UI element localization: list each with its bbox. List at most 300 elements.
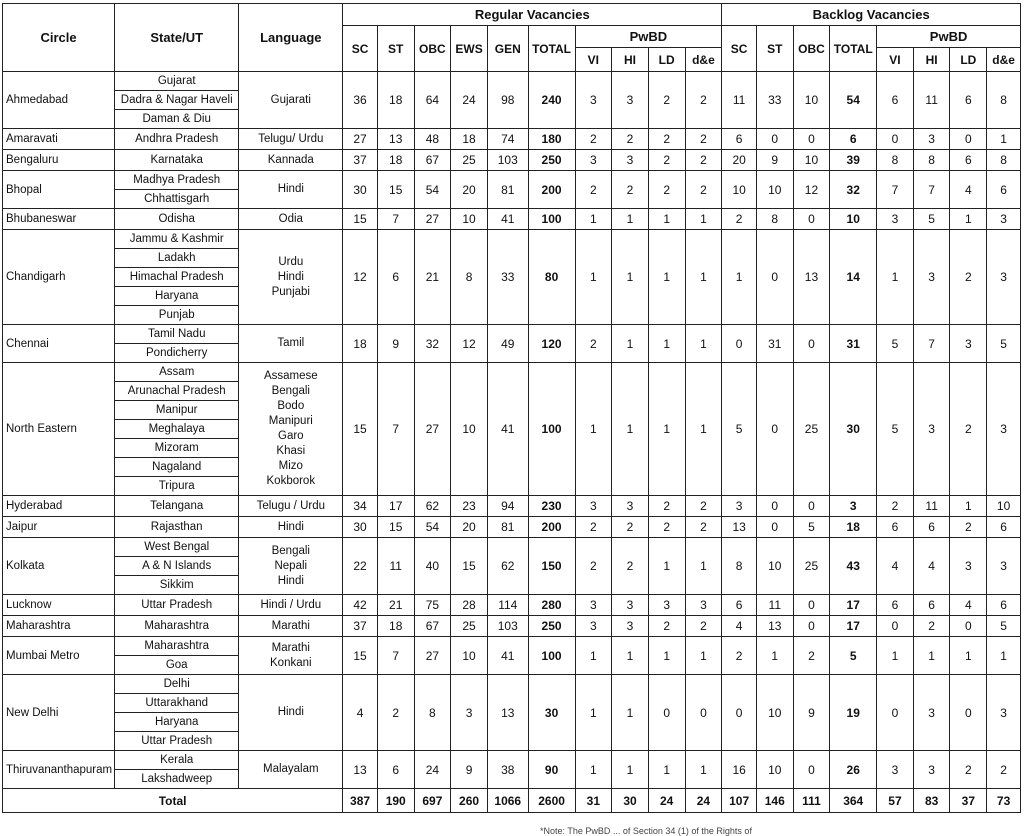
backlog-pwbd-cell: 8	[987, 150, 1021, 171]
vacancy-table-container	[2, 3, 1021, 813]
header-reg-pwbd-0: VI	[575, 48, 612, 72]
regular-total-cell: 180	[528, 129, 575, 150]
circle-cell: Thiruvananthapuram	[3, 751, 115, 789]
state-cell: Delhi	[115, 675, 239, 694]
language-line: Marathi	[271, 641, 310, 654]
language-line: Telugu/ Urdu	[258, 132, 324, 145]
regular-pwbd-cell: 2	[648, 171, 685, 209]
regular-value-cell: 11	[377, 538, 414, 595]
backlog-pwbd-cell: 1	[987, 129, 1021, 150]
language-cell	[239, 129, 343, 150]
regular-value-cell: 81	[487, 171, 528, 209]
regular-total-cell: 30	[528, 675, 575, 751]
backlog-pwbd-cell: 6	[877, 517, 914, 538]
backlog-pwbd-cell: 2	[987, 751, 1021, 789]
backlog-pwbd-cell: 3	[877, 751, 914, 789]
language-line: Nepali	[274, 559, 308, 572]
language-cell	[239, 751, 343, 789]
table-row	[3, 496, 1021, 517]
backlog-pwbd-cell: 2	[913, 616, 950, 637]
total-regular-pwbd-cell: 31	[575, 789, 612, 813]
regular-total-cell: 250	[528, 616, 575, 637]
language-cell	[239, 538, 343, 595]
table-row	[3, 230, 1021, 249]
regular-pwbd-cell: 2	[685, 517, 722, 538]
backlog-value-cell: 0	[793, 616, 830, 637]
backlog-value-cell: 13	[722, 517, 757, 538]
state-cell: Dadra & Nagar Haveli	[115, 91, 239, 110]
circle-cell: Chandigarh	[3, 230, 115, 325]
regular-pwbd-cell: 1	[612, 230, 649, 325]
backlog-pwbd-cell: 6	[913, 517, 950, 538]
regular-value-cell: 18	[377, 72, 414, 129]
table-row	[3, 363, 1021, 382]
language-cell	[239, 517, 343, 538]
language-cell	[239, 496, 343, 517]
backlog-pwbd-cell: 6	[987, 171, 1021, 209]
state-cell: Maharashtra	[115, 637, 239, 656]
backlog-pwbd-cell: 6	[877, 595, 914, 616]
regular-pwbd-cell: 1	[648, 363, 685, 496]
regular-total-cell: 200	[528, 517, 575, 538]
backlog-value-cell: 0	[756, 496, 793, 517]
regular-value-cell: 12	[343, 230, 378, 325]
regular-value-cell: 27	[414, 209, 451, 230]
language-line: Marathi	[271, 619, 310, 632]
regular-pwbd-cell: 2	[648, 496, 685, 517]
regular-pwbd-cell: 1	[685, 363, 722, 496]
backlog-total-cell: 6	[830, 129, 877, 150]
regular-pwbd-cell: 3	[575, 496, 612, 517]
language-cell	[239, 363, 343, 496]
regular-value-cell: 10	[451, 209, 488, 230]
regular-pwbd-cell: 2	[612, 129, 649, 150]
regular-total-cell: 120	[528, 325, 575, 363]
backlog-pwbd-cell: 2	[950, 751, 987, 789]
header-back-total: TOTAL	[830, 26, 877, 72]
regular-value-cell: 30	[343, 517, 378, 538]
regular-pwbd-cell: 2	[612, 538, 649, 595]
state-cell: Manipur	[115, 401, 239, 420]
header-reg-gen: GEN	[487, 26, 528, 72]
regular-pwbd-cell: 3	[612, 595, 649, 616]
header-reg-st: ST	[377, 26, 414, 72]
language-line: Tamil	[277, 337, 305, 349]
regular-value-cell: 9	[377, 325, 414, 363]
regular-pwbd-cell: 2	[685, 129, 722, 150]
language-line: Mizo	[278, 460, 303, 472]
state-cell: Telangana	[115, 496, 239, 517]
backlog-pwbd-cell: 1	[950, 637, 987, 675]
backlog-pwbd-cell: 11	[913, 72, 950, 129]
language-line: Assamese	[263, 370, 318, 382]
language-cell	[239, 325, 343, 363]
regular-total-cell: 240	[528, 72, 575, 129]
regular-pwbd-cell: 1	[648, 325, 685, 363]
backlog-pwbd-cell: 5	[877, 363, 914, 496]
backlog-pwbd-cell: 5	[987, 325, 1021, 363]
regular-value-cell: 15	[451, 538, 488, 595]
language-line: Hindi / Urdu	[260, 598, 322, 611]
language-line: Odia	[278, 212, 303, 225]
backlog-value-cell: 8	[756, 209, 793, 230]
regular-value-cell: 15	[377, 517, 414, 538]
backlog-value-cell: 9	[793, 675, 830, 751]
regular-pwbd-cell: 1	[612, 363, 649, 496]
backlog-value-cell: 10	[793, 150, 830, 171]
regular-pwbd-cell: 1	[685, 538, 722, 595]
regular-value-cell: 10	[451, 637, 488, 675]
backlog-value-cell: 9	[756, 150, 793, 171]
backlog-total-cell: 32	[830, 171, 877, 209]
backlog-pwbd-cell: 4	[913, 538, 950, 595]
backlog-pwbd-cell: 3	[913, 129, 950, 150]
regular-pwbd-cell: 1	[685, 230, 722, 325]
backlog-value-cell: 13	[793, 230, 830, 325]
state-cell: Uttar Pradesh	[115, 732, 239, 751]
regular-pwbd-cell: 3	[685, 595, 722, 616]
state-cell: Madhya Pradesh	[115, 171, 239, 190]
backlog-pwbd-cell: 8	[987, 72, 1021, 129]
regular-pwbd-cell: 1	[685, 325, 722, 363]
backlog-pwbd-cell: 0	[877, 675, 914, 751]
backlog-value-cell: 0	[756, 230, 793, 325]
header-back-sc: SC	[722, 26, 757, 72]
regular-pwbd-cell: 2	[575, 171, 612, 209]
total-backlog-cell: 111	[793, 789, 830, 813]
language-line: Bodo	[277, 400, 305, 412]
regular-pwbd-cell: 3	[575, 150, 612, 171]
language-line: Garo	[278, 430, 304, 442]
backlog-value-cell: 8	[722, 538, 757, 595]
backlog-total-cell: 17	[830, 616, 877, 637]
backlog-pwbd-cell: 1	[877, 230, 914, 325]
state-cell: A & N Islands	[115, 557, 239, 576]
backlog-value-cell: 31	[756, 325, 793, 363]
footnote: *Note: The PwBD ... of Section 34 (1) of the Rights of	[540, 826, 752, 836]
backlog-total-cell: 3	[830, 496, 877, 517]
state-cell: Chhattisgarh	[115, 190, 239, 209]
language-line: Bengali	[271, 544, 310, 557]
total-backlog-pwbd-cell: 57	[877, 789, 914, 813]
backlog-pwbd-cell: 5	[987, 616, 1021, 637]
table-row	[3, 538, 1021, 557]
regular-value-cell: 48	[414, 129, 451, 150]
backlog-pwbd-cell: 2	[877, 496, 914, 517]
total-regular-pwbd-cell: 30	[612, 789, 649, 813]
header-reg-total: TOTAL	[528, 26, 575, 72]
backlog-pwbd-cell: 8	[913, 150, 950, 171]
backlog-pwbd-cell: 6	[987, 517, 1021, 538]
regular-pwbd-cell: 2	[612, 517, 649, 538]
backlog-pwbd-cell: 8	[877, 150, 914, 171]
regular-value-cell: 67	[414, 616, 451, 637]
regular-value-cell: 62	[487, 538, 528, 595]
circle-cell: Hyderabad	[3, 496, 115, 517]
backlog-value-cell: 10	[756, 675, 793, 751]
backlog-pwbd-cell: 3	[913, 230, 950, 325]
header-circle: Circle	[3, 4, 115, 72]
backlog-pwbd-cell: 6	[877, 72, 914, 129]
regular-value-cell: 20	[451, 517, 488, 538]
backlog-value-cell: 10	[722, 171, 757, 209]
language-line: Hindi	[277, 270, 304, 283]
circle-cell: Jaipur	[3, 517, 115, 538]
regular-value-cell: 7	[377, 209, 414, 230]
header-back-st: ST	[756, 26, 793, 72]
regular-pwbd-cell: 1	[575, 751, 612, 789]
backlog-value-cell: 0	[793, 209, 830, 230]
regular-pwbd-cell: 3	[575, 616, 612, 637]
regular-pwbd-cell: 2	[575, 129, 612, 150]
table-row	[3, 616, 1021, 637]
regular-value-cell: 103	[487, 150, 528, 171]
regular-pwbd-cell: 3	[575, 72, 612, 129]
state-cell: Uttar Pradesh	[115, 595, 239, 616]
state-cell: Goa	[115, 656, 239, 675]
language-line: Hindi	[277, 706, 304, 718]
backlog-pwbd-cell: 7	[913, 325, 950, 363]
language-cell	[239, 230, 343, 325]
language-line: Gujarati	[270, 93, 311, 106]
regular-value-cell: 25	[451, 150, 488, 171]
header-back-pwbd-1: HI	[913, 48, 950, 72]
regular-value-cell: 13	[343, 751, 378, 789]
total-regular-cell: 2600	[528, 789, 575, 813]
language-line: Bengali	[271, 385, 310, 397]
regular-value-cell: 17	[377, 496, 414, 517]
regular-value-cell: 34	[343, 496, 378, 517]
regular-value-cell: 24	[414, 751, 451, 789]
backlog-pwbd-cell: 3	[987, 209, 1021, 230]
backlog-pwbd-cell: 0	[877, 129, 914, 150]
backlog-value-cell: 3	[722, 496, 757, 517]
regular-value-cell: 81	[487, 517, 528, 538]
regular-pwbd-cell: 2	[685, 72, 722, 129]
regular-value-cell: 32	[414, 325, 451, 363]
state-cell: Andhra Pradesh	[115, 129, 239, 150]
backlog-pwbd-cell: 2	[950, 517, 987, 538]
backlog-pwbd-cell: 3	[913, 751, 950, 789]
language-cell	[239, 171, 343, 209]
header-back-pwbd-2: LD	[950, 48, 987, 72]
backlog-value-cell: 1	[756, 637, 793, 675]
regular-pwbd-cell: 3	[648, 595, 685, 616]
regular-value-cell: 41	[487, 637, 528, 675]
table-row	[3, 150, 1021, 171]
backlog-total-cell: 19	[830, 675, 877, 751]
regular-value-cell: 37	[343, 150, 378, 171]
header-reg-ews: EWS	[451, 26, 488, 72]
backlog-pwbd-cell: 6	[987, 595, 1021, 616]
backlog-value-cell: 0	[756, 517, 793, 538]
backlog-value-cell: 10	[756, 538, 793, 595]
header-back-pwbd-3: d&e	[987, 48, 1021, 72]
language-line: Kannada	[267, 153, 314, 166]
language-line: Hindi	[277, 520, 304, 533]
regular-pwbd-cell: 1	[685, 751, 722, 789]
language-cell	[239, 209, 343, 230]
backlog-value-cell: 10	[756, 751, 793, 789]
circle-cell: New Delhi	[3, 675, 115, 751]
regular-pwbd-cell: 1	[648, 209, 685, 230]
backlog-pwbd-cell: 6	[950, 150, 987, 171]
backlog-total-cell: 31	[830, 325, 877, 363]
backlog-pwbd-cell: 1	[950, 209, 987, 230]
regular-value-cell: 15	[343, 209, 378, 230]
state-cell: Lakshadweep	[115, 770, 239, 789]
circle-cell: Bhubaneswar	[3, 209, 115, 230]
total-regular-pwbd-cell: 24	[648, 789, 685, 813]
regular-pwbd-cell: 1	[575, 637, 612, 675]
circle-cell: Amaravati	[3, 129, 115, 150]
regular-value-cell: 25	[451, 616, 488, 637]
backlog-total-cell: 17	[830, 595, 877, 616]
header-reg-pwbd-2: LD	[648, 48, 685, 72]
regular-value-cell: 10	[451, 363, 488, 496]
backlog-value-cell: 6	[722, 595, 757, 616]
backlog-value-cell: 25	[793, 538, 830, 595]
regular-pwbd-cell: 2	[685, 616, 722, 637]
regular-value-cell: 33	[487, 230, 528, 325]
regular-pwbd-cell: 2	[648, 150, 685, 171]
regular-value-cell: 2	[377, 675, 414, 751]
regular-value-cell: 18	[451, 129, 488, 150]
regular-value-cell: 23	[451, 496, 488, 517]
backlog-pwbd-cell: 3	[987, 675, 1021, 751]
table-row	[3, 637, 1021, 656]
header-back-obc: OBC	[793, 26, 830, 72]
regular-pwbd-cell: 0	[685, 675, 722, 751]
state-cell: Maharashtra	[115, 616, 239, 637]
state-cell: Karnataka	[115, 150, 239, 171]
regular-pwbd-cell: 2	[648, 129, 685, 150]
backlog-value-cell: 20	[722, 150, 757, 171]
backlog-value-cell: 0	[722, 675, 757, 751]
backlog-value-cell: 1	[722, 230, 757, 325]
backlog-total-cell: 54	[830, 72, 877, 129]
table-row	[3, 595, 1021, 616]
regular-value-cell: 8	[451, 230, 488, 325]
vacancy-table	[2, 3, 1021, 813]
regular-pwbd-cell: 1	[648, 538, 685, 595]
backlog-value-cell: 2	[722, 637, 757, 675]
backlog-value-cell: 0	[756, 129, 793, 150]
circle-cell: Ahmedabad	[3, 72, 115, 129]
regular-value-cell: 20	[451, 171, 488, 209]
header-regular-vacancies: Regular Vacancies	[343, 4, 722, 26]
circle-cell: North Eastern	[3, 363, 115, 496]
circle-cell: Bengaluru	[3, 150, 115, 171]
table-row	[3, 171, 1021, 190]
state-cell: Mizoram	[115, 439, 239, 458]
backlog-pwbd-cell: 1	[950, 496, 987, 517]
header-language: Language	[239, 4, 343, 72]
regular-value-cell: 41	[487, 363, 528, 496]
regular-value-cell: 6	[377, 230, 414, 325]
language-line: Hindi	[277, 183, 304, 195]
regular-total-cell: 280	[528, 595, 575, 616]
regular-pwbd-cell: 2	[648, 517, 685, 538]
regular-pwbd-cell: 1	[612, 325, 649, 363]
language-cell	[239, 150, 343, 171]
backlog-pwbd-cell: 2	[950, 230, 987, 325]
backlog-value-cell: 10	[756, 171, 793, 209]
header-backlog-vacancies: Backlog Vacancies	[722, 4, 1021, 26]
state-cell: Daman & Diu	[115, 110, 239, 129]
backlog-value-cell: 13	[756, 616, 793, 637]
backlog-pwbd-cell: 11	[913, 496, 950, 517]
regular-value-cell: 42	[343, 595, 378, 616]
backlog-pwbd-cell: 3	[950, 325, 987, 363]
regular-pwbd-cell: 1	[685, 209, 722, 230]
backlog-pwbd-cell: 7	[877, 171, 914, 209]
regular-value-cell: 27	[414, 637, 451, 675]
backlog-total-cell: 18	[830, 517, 877, 538]
regular-value-cell: 38	[487, 751, 528, 789]
regular-total-cell: 100	[528, 637, 575, 675]
backlog-pwbd-cell: 3	[987, 538, 1021, 595]
backlog-value-cell: 2	[793, 637, 830, 675]
regular-pwbd-cell: 3	[612, 72, 649, 129]
total-backlog-cell: 364	[830, 789, 877, 813]
regular-value-cell: 3	[451, 675, 488, 751]
regular-value-cell: 49	[487, 325, 528, 363]
state-cell: Uttarakhand	[115, 694, 239, 713]
regular-pwbd-cell: 2	[575, 325, 612, 363]
language-cell	[239, 595, 343, 616]
regular-value-cell: 67	[414, 150, 451, 171]
regular-pwbd-cell: 2	[648, 72, 685, 129]
language-cell	[239, 72, 343, 129]
regular-pwbd-cell: 2	[575, 517, 612, 538]
regular-pwbd-cell: 1	[612, 637, 649, 675]
backlog-pwbd-cell: 1	[913, 637, 950, 675]
state-cell: Haryana	[115, 287, 239, 306]
backlog-pwbd-cell: 0	[877, 616, 914, 637]
regular-value-cell: 37	[343, 616, 378, 637]
state-cell: Tripura	[115, 477, 239, 496]
backlog-pwbd-cell: 4	[877, 538, 914, 595]
table-row	[3, 72, 1021, 91]
circle-cell: Kolkata	[3, 538, 115, 595]
regular-pwbd-cell: 0	[648, 675, 685, 751]
language-line: Punjabi	[271, 285, 310, 298]
state-cell: Himachal Pradesh	[115, 268, 239, 287]
backlog-pwbd-cell: 10	[987, 496, 1021, 517]
language-line: Malayalam	[262, 763, 319, 775]
header-reg-pwbd: PwBD	[575, 26, 722, 48]
regular-pwbd-cell: 2	[648, 616, 685, 637]
regular-pwbd-cell: 2	[685, 171, 722, 209]
backlog-value-cell: 0	[793, 325, 830, 363]
backlog-pwbd-cell: 3	[950, 538, 987, 595]
backlog-pwbd-cell: 3	[987, 230, 1021, 325]
state-cell: Rajasthan	[115, 517, 239, 538]
regular-pwbd-cell: 2	[685, 150, 722, 171]
regular-pwbd-cell: 1	[612, 751, 649, 789]
backlog-total-cell: 26	[830, 751, 877, 789]
language-line: Konkani	[270, 656, 312, 669]
regular-value-cell: 24	[451, 72, 488, 129]
regular-value-cell: 13	[487, 675, 528, 751]
regular-pwbd-cell: 2	[685, 496, 722, 517]
regular-pwbd-cell: 2	[612, 171, 649, 209]
backlog-value-cell: 0	[722, 325, 757, 363]
total-row	[3, 789, 1021, 813]
regular-value-cell: 12	[451, 325, 488, 363]
backlog-value-cell: 25	[793, 363, 830, 496]
